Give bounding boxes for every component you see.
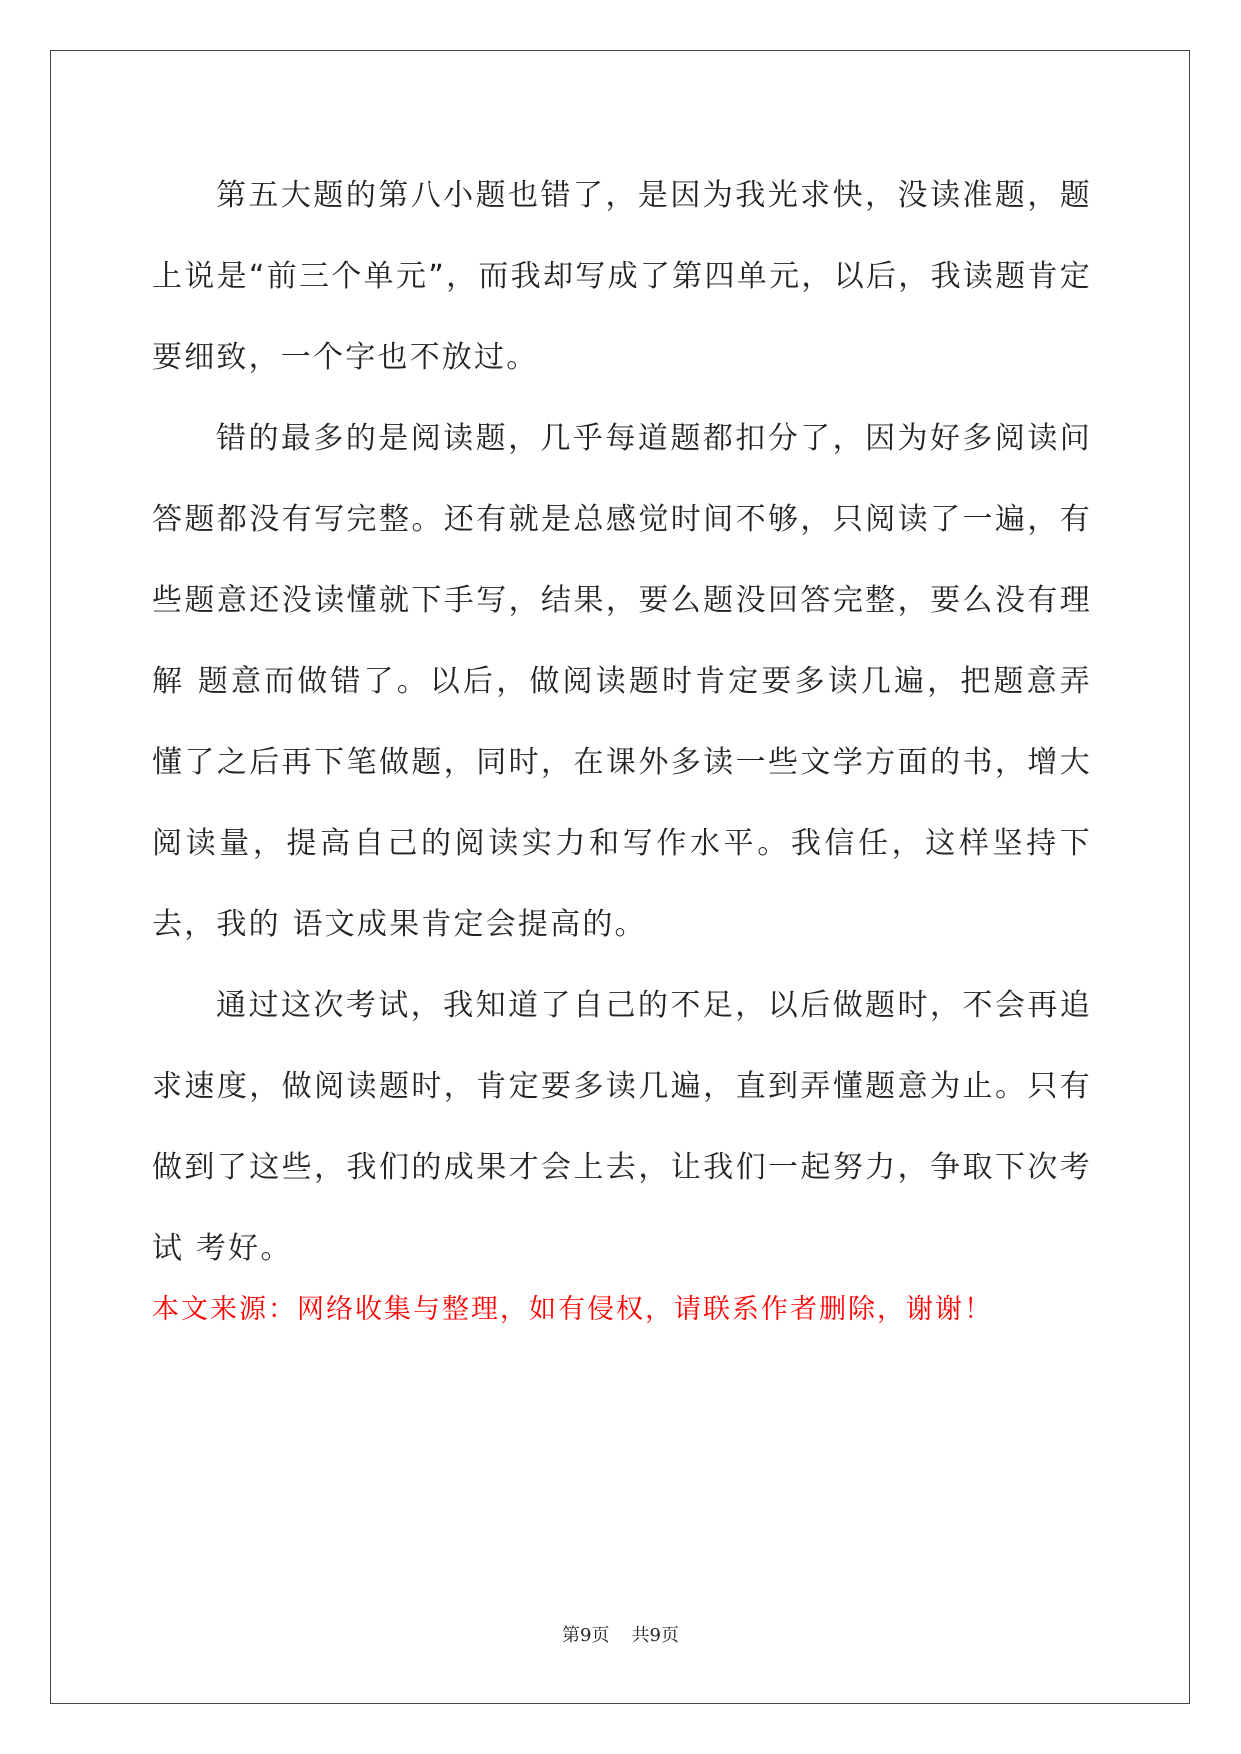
paragraph-3: 通过这次考试，我知道了自己的不足，以后做题时，不会再追求速度，做阅读题时，肯定要多读几遍，直到弄懂题意为止。只有做到了这些，我们的成果才会上去，让我们一起努力，争取下次考试 考好。 [152,988,1092,1266]
document-body [152,155,1092,1289]
paragraph-2: 错的最多的是阅读题，几乎每道题都扣分了，因为好多阅读问答题都没有写完整。还有就是总感觉时间不够，只阅读了一遍，有些题意还没读懂就下手写，结果，要么题没回答完整，要么没有理解 题意而做错了。以后，做阅读题时肯定要多读几遍，把题意弄懂了之后再下笔做题，同时，在课外多读一些文学方面的书，增大阅读量，提高自己的阅读实力和写作水平。我信任，这样坚持下去，我的 语文成果肯定会提高的。 [152,421,1092,942]
source-note: 本文来源：网络收集与整理，如有侵权，请联系作者删除，谢谢！ [152,1294,993,1325]
page-footer [0,1621,1241,1647]
page-number: 第9页 [562,1625,610,1646]
page-total: 共9页 [631,1625,679,1646]
paragraph-1: 第五大题的第八小题也错了，是因为我光求快，没读准题，题上说是“前三个单元”，而我却写成了第四单元，以后，我读题肯定要细致，一个字也不放过。 [152,178,1092,375]
